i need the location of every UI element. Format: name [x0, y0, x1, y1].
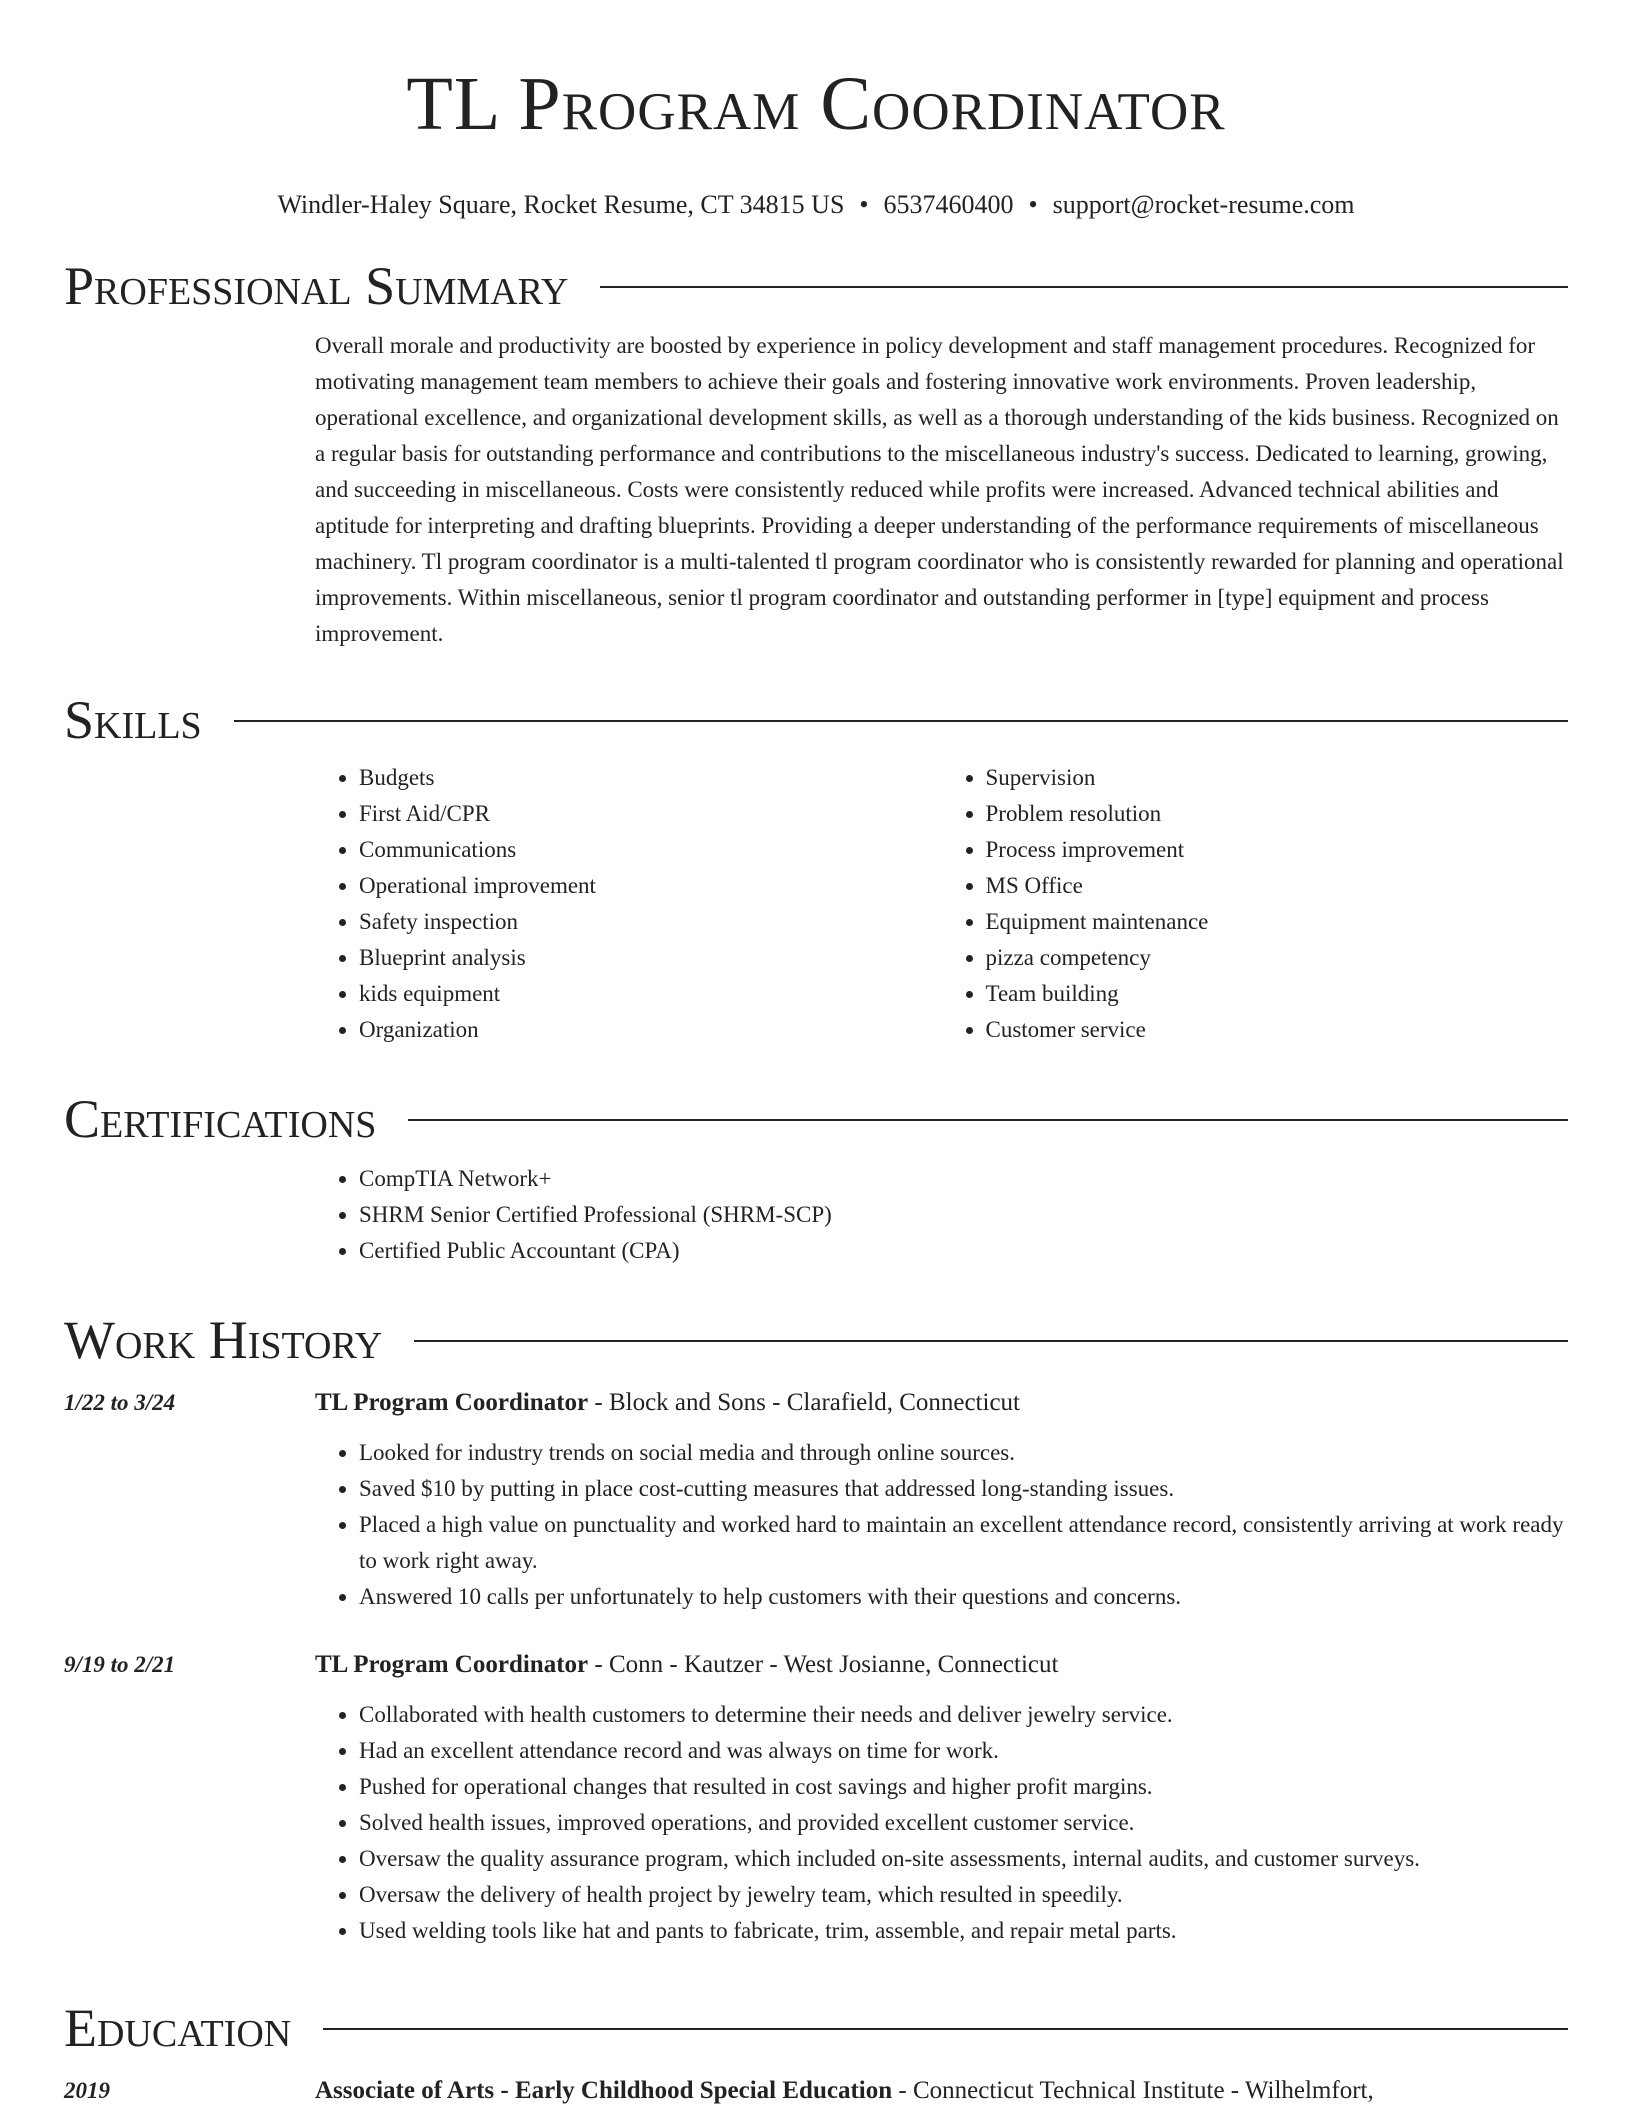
job-bullets: [315, 1435, 1568, 1615]
work-history-section: [64, 1310, 1568, 1949]
resume-header: [0, 0, 1632, 221]
job-bullet: • Looked for industry trends on social media and through online sources.: [359, 1435, 1568, 1471]
job-dates: 9/19 to 2/21: [64, 1652, 176, 1677]
education-degree: Associate of Arts - Early Childhood Special Education: [315, 2077, 893, 2104]
job-bullet: • Pushed for operational changes that resulted in cost savings and higher profit margins.: [359, 1769, 1568, 1805]
job-bullet: • Oversaw the delivery of health project by jewelry team, which resulted in speedily.: [359, 1877, 1568, 1913]
skill-item: • pizza competency: [986, 940, 1569, 976]
skills-section: [64, 690, 1568, 1048]
skill-item: • Team building: [986, 976, 1569, 1012]
section-divider: [408, 1119, 1568, 1121]
work-history-content: [64, 1385, 1568, 1949]
skill-item: • Operational improvement: [359, 868, 942, 904]
section-divider: [234, 720, 1568, 722]
job-title-line: [315, 1385, 1568, 1421]
job-title-line: [315, 1647, 1568, 1683]
section-heading: [64, 1089, 1568, 1149]
job-entry: [64, 1647, 1568, 1949]
contact-line: [0, 189, 1632, 221]
job-bullet: • Oversaw the quality assurance program, which included on-site assessments, internal audits, and customer surveys.: [359, 1841, 1568, 1877]
certifications-content: [315, 1149, 1568, 1269]
skill-item: • Process improvement: [986, 832, 1569, 868]
job-bullet: • Placed a high value on punctuality and worked hard to maintain an excellent attendance record, consistently arriving at work ready to work right away.: [359, 1507, 1568, 1579]
skill-item: • Blueprint analysis: [359, 940, 942, 976]
education-content: [64, 2073, 1568, 2109]
skill-item: • Budgets: [359, 760, 942, 796]
job-bullet: • Solved health issues, improved operations, and provided excellent customer service.: [359, 1805, 1568, 1841]
skill-item: • Equipment maintenance: [986, 904, 1569, 940]
skill-item: • Supervision: [986, 760, 1569, 796]
certification-item: • CompTIA Network+: [359, 1161, 1568, 1197]
section-heading: [64, 1310, 1568, 1370]
certification-item: • Certified Public Accountant (CPA): [359, 1233, 1568, 1269]
skill-item: • Organization: [359, 1012, 942, 1048]
section-heading: [64, 1998, 1568, 2058]
skill-item: • Problem resolution: [986, 796, 1569, 832]
email: support@rocket-resume.com: [1052, 190, 1355, 219]
skill-item: • MS Office: [986, 868, 1569, 904]
section-divider: [600, 286, 1568, 288]
section-divider: [414, 1340, 1568, 1342]
job-title: TL Program Coordinator: [315, 1389, 589, 1416]
job-dates: 1/22 to 3/24: [64, 1390, 176, 1415]
address: Windler-Haley Square, Rocket Resume, CT 34815 US: [277, 190, 845, 219]
contact-separator: •: [859, 190, 869, 219]
skills-content: [315, 750, 1568, 1048]
job-bullet: • Had an excellent attendance record and was always on time for work.: [359, 1733, 1568, 1769]
summary-section: [64, 256, 1568, 652]
job-details: - Block and Sons - Clarafield, Connecticut: [588, 1389, 1020, 1416]
job-entry: [64, 1385, 1568, 1615]
skill-item: • Communications: [359, 832, 942, 868]
section-divider: [323, 2028, 1568, 2030]
job-bullet: • Answered 10 calls per unfortunately to help customers with their questions and concerns.: [359, 1579, 1568, 1615]
job-bullet: • Collaborated with health customers to determine their needs and deliver jewelry service.: [359, 1697, 1568, 1733]
job-title: TL Program Coordinator: [315, 1651, 589, 1678]
education-heading: Education: [64, 1998, 292, 2058]
section-heading: [64, 256, 1568, 316]
education-details: - Connecticut Technical Institute - Wilhelmfort,: [892, 2077, 1374, 2104]
summary-content: [315, 316, 1568, 652]
section-heading: [64, 690, 1568, 750]
skill-item: • kids equipment: [359, 976, 942, 1012]
phone: 6537460400: [883, 190, 1014, 219]
certifications-heading: Certifications: [64, 1089, 377, 1149]
education-section: [64, 1998, 1568, 2109]
skill-item: • Customer service: [986, 1012, 1569, 1048]
candidate-name: TL Program Coordinator: [406, 62, 1226, 146]
job-bullet: • Saved $10 by putting in place cost-cutting measures that addressed long-standing issues.: [359, 1471, 1568, 1507]
education-entry: [64, 2073, 1568, 2109]
certifications-list: [315, 1149, 1568, 1269]
work-history-heading: Work History: [64, 1310, 383, 1370]
education-year: 2019: [64, 2078, 110, 2103]
job-bullet: • Used welding tools like hat and pants to fabricate, trim, assemble, and repair metal parts.: [359, 1913, 1568, 1949]
certification-item: • SHRM Senior Certified Professional (SHRM-SCP): [359, 1197, 1568, 1233]
skills-heading: Skills: [64, 690, 202, 750]
skills-list-right: [942, 760, 1569, 1048]
summary-text: Overall morale and productivity are boosted by experience in policy development and staff management procedures. Recognized for motivating management team members to achieve their goals and fostering innovative work environments. Proven leadership, operational excellence, and organizational development skills, as well as a thorough understanding of the kids business. Recognized on a regular basis for outstanding performance and contributions to the miscellaneous industry's success. Dedicated to learning, growing, and succeeding in miscellaneous. Costs were consistently reduced while profits were increased. Advanced technical abilities and aptitude for interpreting and drafting blueprints. Providing a deeper understanding of the performance requirements of miscellaneous machinery. Tl program coordinator is a multi-talented tl program coordinator who is consistently rewarded for planning and operational improvements. Within miscellaneous, senior tl program coordinator and outstanding performer in [type] equipment and process improvement.: [315, 333, 1564, 646]
job-details: - Conn - Kautzer - West Josianne, Connecticut: [588, 1651, 1059, 1678]
certifications-section: [64, 1089, 1568, 1269]
skills-columns: [315, 750, 1568, 1048]
education-line: [315, 2073, 1568, 2109]
job-bullets: [315, 1697, 1568, 1949]
skill-item: • Safety inspection: [359, 904, 942, 940]
contact-separator: •: [1028, 190, 1038, 219]
summary-heading: Professional Summary: [64, 256, 569, 316]
skill-item: • First Aid/CPR: [359, 796, 942, 832]
skills-list-left: [315, 760, 942, 1048]
